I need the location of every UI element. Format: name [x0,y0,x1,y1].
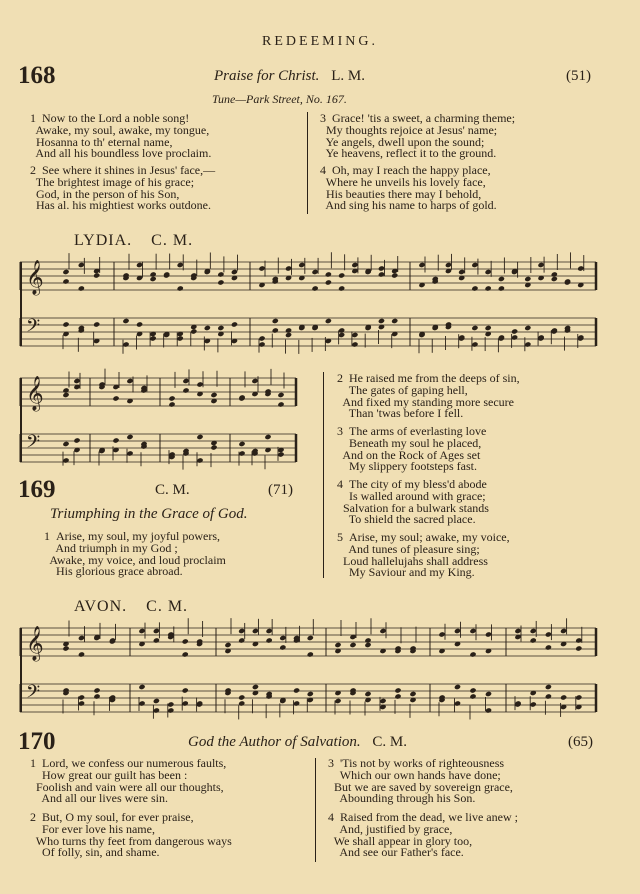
hymn-number-169: 169 [18,476,56,503]
hymn-168-ref: (51) [566,68,591,84]
hymn-168-meter: L. M. [331,68,365,84]
clef-icons [26,626,44,707]
music-lydia-system-2 [20,370,296,478]
svg-text:𝄢: 𝄢 [26,432,41,457]
stanza-169-1: 1 Arise, my soul, my joyful powers, And triumph in my God ; Awake, my voice, and loud proclaim His glorious grace abroad. [44,529,226,579]
hymn-170-title-line [188,734,407,751]
hymn-170-title: God the Author of Salvation. [188,734,361,750]
staff-lines [20,262,596,346]
running-head: REDEEMING. [262,34,378,49]
hymn-170-ref: (65) [568,734,593,750]
stanza-170-3: 3 'Tis not by works of righteousness Which our own hands have done; But we are saved by sovereign grace, Abounding through his Son. [328,756,513,806]
svg-text:𝄞: 𝄞 [26,626,44,661]
hymn-number-170: 170 [18,728,56,755]
clef-icons [26,260,44,341]
tune-lydia-title: LYDIA. C. M. [74,232,194,249]
stanza-170-2: 2 But, O my soul, for ever praise, For ever love his name, Who turns thy feet from dangerous ways Of folly, sin, and shame. [30,810,232,860]
hymn-number-168: 168 [18,62,56,89]
column-divider-170 [315,758,316,862]
stanza-168-3: 3 Grace! 'tis a sweet, a charming theme; My thoughts rejoice at Jesus' name; Ye angels, dwell upon the sound; Ye heavens, reflect it to the ground. [320,111,516,161]
hymn-170-meter: C. M. [372,734,407,750]
music-avon-system [20,620,596,728]
svg-text:𝄞: 𝄞 [26,260,44,295]
hymn-169-meter: C. M. [155,482,190,498]
column-divider-169 [323,372,324,578]
tune-avon-title: AVON. C. M. [74,598,189,615]
column-divider [307,112,308,214]
stanza-170-1: 1 Lord, we confess our numerous faults, How great our guilt has been : Foolish and vain were all our thoughts, And all our lives were sin. [30,756,227,806]
clef-icons [26,376,44,457]
note-heads [62,369,284,470]
stanza-169-4: 4 The city of my bless'd abode Is walled around with grace; Salvation for a bulwark stands To shield the sacred place. [337,477,489,527]
svg-text:𝄞: 𝄞 [26,376,44,411]
stanza-170-4: 4 Raised from the dead, we live anew ; And, justified by grace, We shall appear in glory too, And see our Father's face. [328,810,518,860]
svg-text:𝄢: 𝄢 [26,316,41,341]
stanza-169-2: 2 He raised me from the deeps of sin, The gates of gaping hell, And fixed my standing more secure Than 'twas before I fell. [337,371,520,421]
stanza-169-5: 5 Arise, my soul; awake, my voice, And tunes of pleasure sing; Loud hallelujahs shall address My Saviour and my King. [337,530,510,580]
note-heads [62,618,582,719]
hymn-169-title: Triumphing in the Grace of God. [50,506,248,522]
svg-text:𝄢: 𝄢 [26,682,41,707]
hymn-168-tune-line: Tune—Park Street, No. 167. [212,92,347,106]
stanza-168-1: 1 Now to the Lord a noble song! Awake, my soul, awake, my tongue, Hosanna to th' eternal name, And all his boundless love proclaim. [30,111,212,161]
stanza-169-3: 3 The arms of everlasting love Beneath my soul he placed, And on the Rock of Ages set My slippery footsteps fast. [337,424,487,474]
hymn-168-title-line [214,68,365,85]
music-lydia-system-1 [20,254,596,362]
stanza-168-2: 2 See where it shines in Jesus' face,— The brightest image of his grace; God, in the person of his Son, Has al. his mightiest works outdone. [30,163,216,213]
stanza-168-4: 4 Oh, may I reach the happy place, Where he unveils his lovely face, His beauties there may I behold, And sing his name to harps of gold. [320,163,497,213]
hymn-168-title: Praise for Christ. [214,68,320,84]
hymn-169-ref: (71) [268,482,293,498]
